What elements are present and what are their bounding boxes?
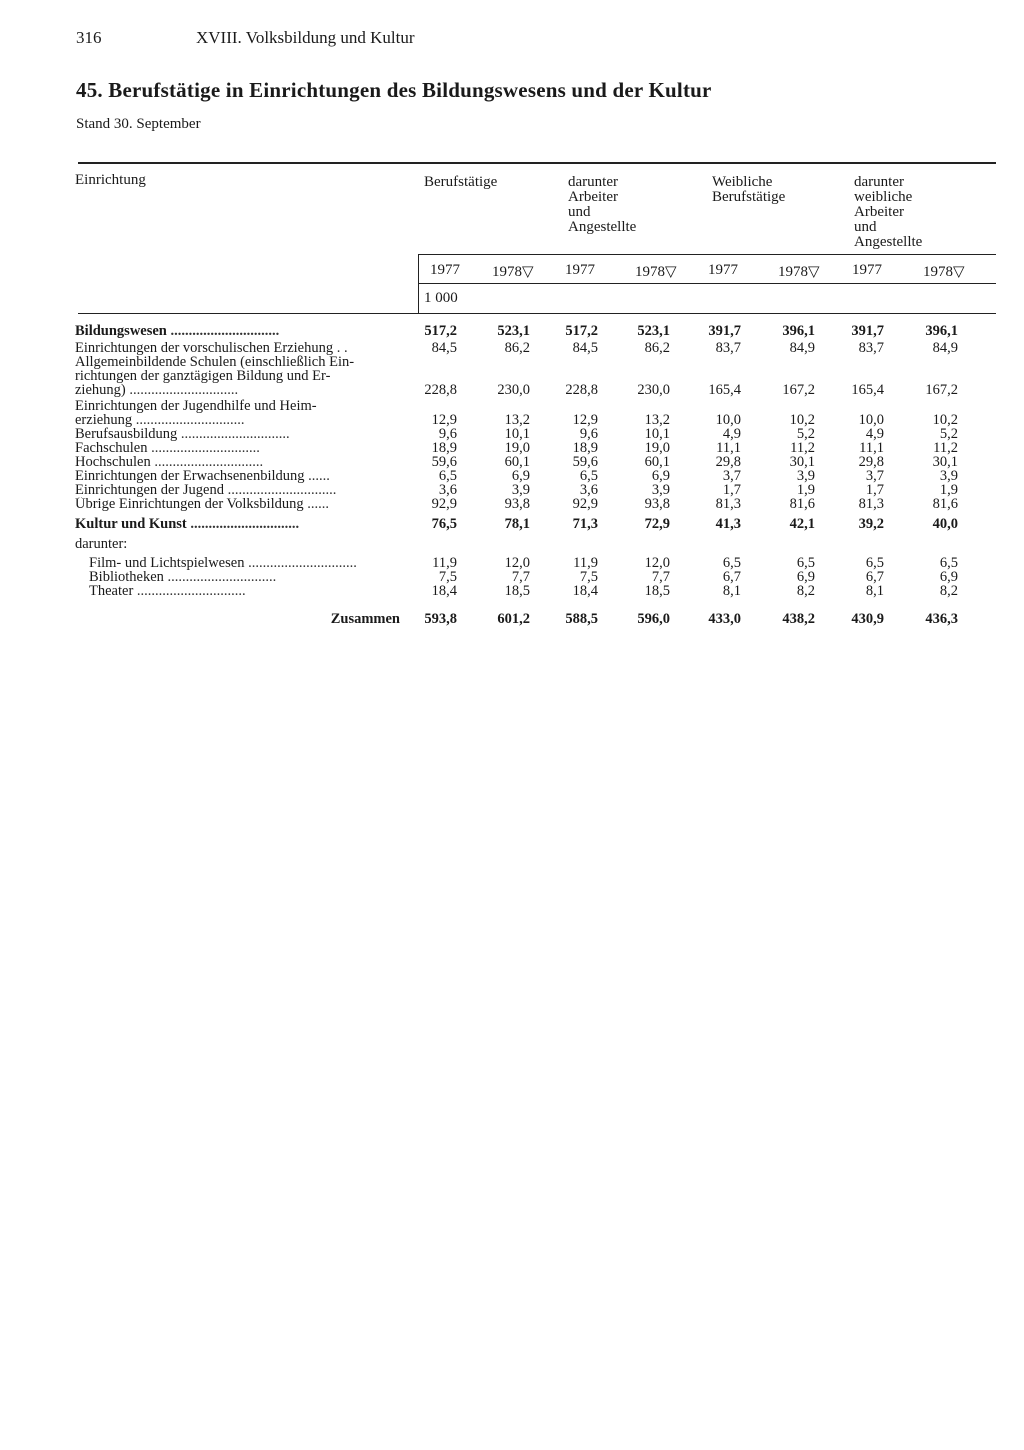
table-cell: 8,1	[722, 583, 741, 599]
table-cell: 42,1	[789, 516, 815, 532]
table-row	[0, 497, 1024, 511]
table-row	[0, 413, 1024, 427]
table-cell: 6,5	[579, 468, 598, 484]
table-cell: 9,6	[438, 426, 457, 442]
leader-dots: ......	[304, 469, 330, 483]
leader-dots: ......	[303, 497, 329, 511]
row-label	[75, 355, 402, 369]
table-cell: 86,2	[644, 340, 670, 356]
header-line: Arbeiter	[854, 204, 904, 220]
table-cell: 11,1	[716, 440, 741, 456]
table-cell: 84,9	[932, 340, 958, 356]
table-cell: 41,3	[715, 516, 741, 532]
table-row	[0, 537, 1024, 551]
leader-dots: ..............................	[150, 455, 264, 469]
table-cell: 5,2	[939, 426, 958, 442]
table-cell: 3,7	[865, 468, 884, 484]
table-cell: 10,2	[932, 412, 958, 428]
table-cell: 60,1	[644, 454, 670, 470]
table-cell: 18,5	[504, 583, 530, 599]
table-cell: 596,0	[637, 611, 670, 627]
table-cell: 29,8	[715, 454, 741, 470]
table-cell: 6,5	[796, 555, 815, 571]
row-label-text: ziehung)	[75, 383, 126, 397]
year-header: 1977	[565, 262, 595, 278]
table-cell: 12,0	[644, 555, 670, 571]
leader-dots: ..............................	[132, 413, 245, 427]
table-cell: 10,2	[789, 412, 815, 428]
table-cell: 59,6	[572, 454, 598, 470]
table-row	[0, 441, 1024, 455]
table-cell: 3,6	[438, 482, 457, 498]
page-header	[76, 28, 415, 48]
header-line: Arbeiter	[568, 189, 618, 205]
row-label	[75, 469, 402, 483]
table-cell: 93,8	[504, 496, 530, 512]
header-line: weibliche	[854, 189, 913, 205]
row-label-text: Einrichtungen der Erwachsenenbildung	[75, 469, 305, 483]
header-line: Berufstätige	[424, 174, 498, 190]
year-row-top-rule	[418, 254, 996, 255]
row-label-text: erziehung	[75, 413, 133, 427]
row-label-text: Bildungswesen	[75, 324, 167, 338]
leader-dots: ..............................	[147, 441, 260, 455]
row-label-text: Übrige Einrichtungen der Volksbildung	[75, 497, 304, 511]
table-row	[0, 341, 1024, 355]
row-label-text: Hochschulen	[75, 455, 151, 469]
table-cell: 72,9	[644, 516, 670, 532]
table-cell: 60,1	[504, 454, 530, 470]
column-header-einrichtung: Einrichtung	[75, 172, 146, 188]
table-cell: 517,2	[565, 323, 598, 339]
table-cell: 10,1	[504, 426, 530, 442]
table-row-total	[0, 612, 1024, 626]
table-cell: 6,9	[796, 569, 815, 585]
year-header: 1978▽	[492, 264, 534, 280]
row-label	[75, 427, 402, 441]
row-label	[89, 570, 402, 584]
page-number: 316	[76, 28, 102, 47]
header-line: und	[568, 204, 591, 220]
table-cell: 18,9	[572, 440, 598, 456]
table-cell: 593,8	[424, 611, 457, 627]
table-cell: 396,1	[925, 323, 958, 339]
leader-dots: . .	[333, 341, 348, 355]
row-label-text: darunter:	[75, 537, 128, 551]
row-label	[75, 369, 402, 383]
table-cell: 3,9	[796, 468, 815, 484]
table-cell: 29,8	[858, 454, 884, 470]
leader-dots: ..............................	[166, 324, 280, 338]
table-cell: 18,9	[431, 440, 457, 456]
table-cell: 6,5	[939, 555, 958, 571]
table-cell: 11,2	[790, 440, 815, 456]
row-label-text: Einrichtungen der vorschulischen Erziehung	[75, 341, 334, 355]
year-header: 1978▽	[635, 264, 677, 280]
table-cell: 430,9	[851, 611, 884, 627]
leader-dots: ..............................	[224, 483, 337, 497]
table-cell: 6,9	[939, 569, 958, 585]
table-title: 45. Berufstätige in Einrichtungen des Bildungswesens und der Kultur	[76, 78, 712, 102]
table-cell: 81,3	[858, 496, 884, 512]
table-cell: 18,5	[644, 583, 670, 599]
table-cell: 228,8	[565, 382, 598, 398]
table-cell: 40,0	[932, 516, 958, 532]
table-cell: 12,0	[504, 555, 530, 571]
header-line: Angestellte	[568, 219, 637, 235]
table-cell: 165,4	[851, 382, 884, 398]
table-cell: 81,3	[715, 496, 741, 512]
table-cell: 6,5	[865, 555, 884, 571]
table-cell: 11,2	[933, 440, 958, 456]
row-label	[75, 413, 402, 427]
header-bottom-rule	[78, 313, 996, 314]
table-cell: 230,0	[497, 382, 530, 398]
row-label	[75, 455, 402, 469]
table-cell: 18,4	[431, 583, 457, 599]
header-line: Weibliche	[712, 174, 773, 190]
table-cell: 433,0	[708, 611, 741, 627]
table-cell: 396,1	[782, 323, 815, 339]
leader-dots: ..............................	[177, 427, 290, 441]
table-cell: 6,7	[722, 569, 741, 585]
table-cell: 10,0	[858, 412, 884, 428]
table-cell: 588,5	[565, 611, 598, 627]
row-label	[75, 341, 402, 355]
table-cell: 30,1	[789, 454, 815, 470]
table-cell: 8,1	[865, 583, 884, 599]
table-cell: 5,2	[796, 426, 815, 442]
table-cell: 391,7	[851, 323, 884, 339]
table-cell: 12,9	[572, 412, 598, 428]
table-cell: 39,2	[858, 516, 884, 532]
table-row	[0, 483, 1024, 497]
table-row	[0, 469, 1024, 483]
table-cell: 523,1	[637, 323, 670, 339]
row-label	[75, 537, 402, 551]
table-cell: 12,9	[431, 412, 457, 428]
table-cell: 167,2	[925, 382, 958, 398]
column-group-berufstaetige	[424, 175, 497, 190]
table-row	[0, 399, 1024, 413]
table-cell: 3,9	[939, 468, 958, 484]
year-header: 1978▽	[778, 264, 820, 280]
leader-dots: ..............................	[186, 517, 300, 531]
table-cell: 11,9	[573, 555, 598, 571]
table-cell: 167,2	[782, 382, 815, 398]
table-cell: 228,8	[424, 382, 457, 398]
leader-dots: ..............................	[125, 383, 239, 397]
table-row	[0, 427, 1024, 441]
table-cell: 165,4	[708, 382, 741, 398]
table-cell: 86,2	[504, 340, 530, 356]
table-row	[0, 369, 1024, 383]
table-cell: 93,8	[644, 496, 670, 512]
table-cell: 9,6	[579, 426, 598, 442]
table-cell: 7,5	[438, 569, 457, 585]
year-header: 1977	[430, 262, 460, 278]
table-cell: 391,7	[708, 323, 741, 339]
row-label-text: Kultur und Kunst	[75, 517, 187, 531]
header-line: und	[854, 219, 877, 235]
row-label	[75, 517, 402, 531]
table-cell: 1,7	[722, 482, 741, 498]
table-cell: 19,0	[504, 440, 530, 456]
row-label-text: Theater	[89, 584, 134, 598]
table-top-rule	[78, 162, 996, 164]
table-row	[0, 355, 1024, 369]
table-cell: 6,5	[722, 555, 741, 571]
row-label	[75, 399, 402, 413]
table-cell: 81,6	[789, 496, 815, 512]
table-cell: 6,9	[511, 468, 530, 484]
header-line: darunter	[854, 174, 904, 190]
table-cell: 76,5	[431, 516, 457, 532]
header-line: darunter	[568, 174, 618, 190]
table-cell: 523,1	[497, 323, 530, 339]
row-label-text: Zusammen	[330, 612, 400, 626]
row-label	[75, 383, 402, 397]
row-label-text: Einrichtungen der Jugendhilfe und Heim-	[75, 399, 317, 413]
year-header: 1978▽	[923, 264, 965, 280]
table-cell: 83,7	[715, 340, 741, 356]
table-cell: 83,7	[858, 340, 884, 356]
table-cell: 230,0	[637, 382, 670, 398]
table-cell: 30,1	[932, 454, 958, 470]
table-cell: 1,9	[939, 482, 958, 498]
table-cell: 438,2	[782, 611, 815, 627]
leader-dots: ..............................	[163, 570, 277, 584]
leader-dots: ..............................	[244, 556, 357, 570]
row-label-text: Bibliotheken	[89, 570, 164, 584]
table-row	[0, 570, 1024, 584]
row-label	[75, 441, 402, 455]
table-subtitle: Stand 30. September	[76, 116, 201, 132]
row-label	[89, 556, 402, 570]
row-label	[75, 483, 402, 497]
table-cell: 517,2	[424, 323, 457, 339]
table-cell: 59,6	[431, 454, 457, 470]
table-cell: 84,5	[572, 340, 598, 356]
table-cell: 1,9	[796, 482, 815, 498]
unit-label: 1 000	[424, 290, 458, 306]
table-cell: 11,1	[859, 440, 884, 456]
table-cell: 10,0	[715, 412, 741, 428]
leader-dots: ..............................	[133, 584, 246, 598]
table-cell: 10,1	[644, 426, 670, 442]
table-cell: 18,4	[572, 583, 598, 599]
table-cell: 8,2	[939, 583, 958, 599]
chapter-title: XVIII. Volksbildung und Kultur	[196, 28, 415, 47]
row-label-text: Film- und Lichtspielwesen	[89, 556, 245, 570]
year-row-bottom-rule	[418, 283, 996, 284]
column-group-arbeiter-angestellte	[568, 175, 636, 235]
unit-column-divider	[418, 254, 419, 313]
table-row	[0, 455, 1024, 469]
table-cell: 3,7	[722, 468, 741, 484]
table-cell: 436,3	[925, 611, 958, 627]
column-group-weibliche-arbeiter-angestellte	[854, 175, 922, 250]
row-label-text: Fachschulen	[75, 441, 148, 455]
table-cell: 19,0	[644, 440, 670, 456]
table-row	[0, 556, 1024, 570]
table-cell: 71,3	[572, 516, 598, 532]
row-label	[75, 612, 400, 626]
row-label	[75, 497, 402, 511]
table-cell: 13,2	[644, 412, 670, 428]
row-label-text: Einrichtungen der Jugend	[75, 483, 224, 497]
table-row	[0, 517, 1024, 531]
table-cell: 84,9	[789, 340, 815, 356]
table-cell: 3,9	[651, 482, 670, 498]
table-cell: 7,7	[511, 569, 530, 585]
table-cell: 6,5	[438, 468, 457, 484]
table-cell: 11,9	[432, 555, 457, 571]
table-cell: 3,9	[511, 482, 530, 498]
table-cell: 6,9	[651, 468, 670, 484]
year-header: 1977	[708, 262, 738, 278]
table-cell: 6,7	[865, 569, 884, 585]
table-cell: 601,2	[497, 611, 530, 627]
table-row	[0, 584, 1024, 598]
table-cell: 84,5	[431, 340, 457, 356]
row-label-text: Berufsausbildung	[75, 427, 178, 441]
table-cell: 3,6	[579, 482, 598, 498]
table-cell: 92,9	[431, 496, 457, 512]
table-cell: 4,9	[722, 426, 741, 442]
table-cell: 13,2	[504, 412, 530, 428]
row-label-text: richtungen der ganztägigen Bildung und Er-	[75, 369, 331, 383]
row-label	[75, 324, 402, 338]
header-line: Berufstätige	[712, 189, 786, 205]
table-cell: 1,7	[865, 482, 884, 498]
table-cell: 8,2	[796, 583, 815, 599]
table-row	[0, 383, 1024, 397]
column-group-weibliche-berufstaetige	[712, 175, 785, 205]
table-cell: 81,6	[932, 496, 958, 512]
year-header: 1977	[852, 262, 882, 278]
header-line: Angestellte	[854, 234, 923, 250]
row-label-text: Allgemeinbildende Schulen (einschließlich Ein-	[75, 355, 355, 369]
table-cell: 4,9	[865, 426, 884, 442]
table-cell: 78,1	[504, 516, 530, 532]
table-cell: 7,5	[579, 569, 598, 585]
table-cell: 92,9	[572, 496, 598, 512]
table-row	[0, 324, 1024, 338]
row-label	[89, 584, 402, 598]
table-cell: 7,7	[651, 569, 670, 585]
